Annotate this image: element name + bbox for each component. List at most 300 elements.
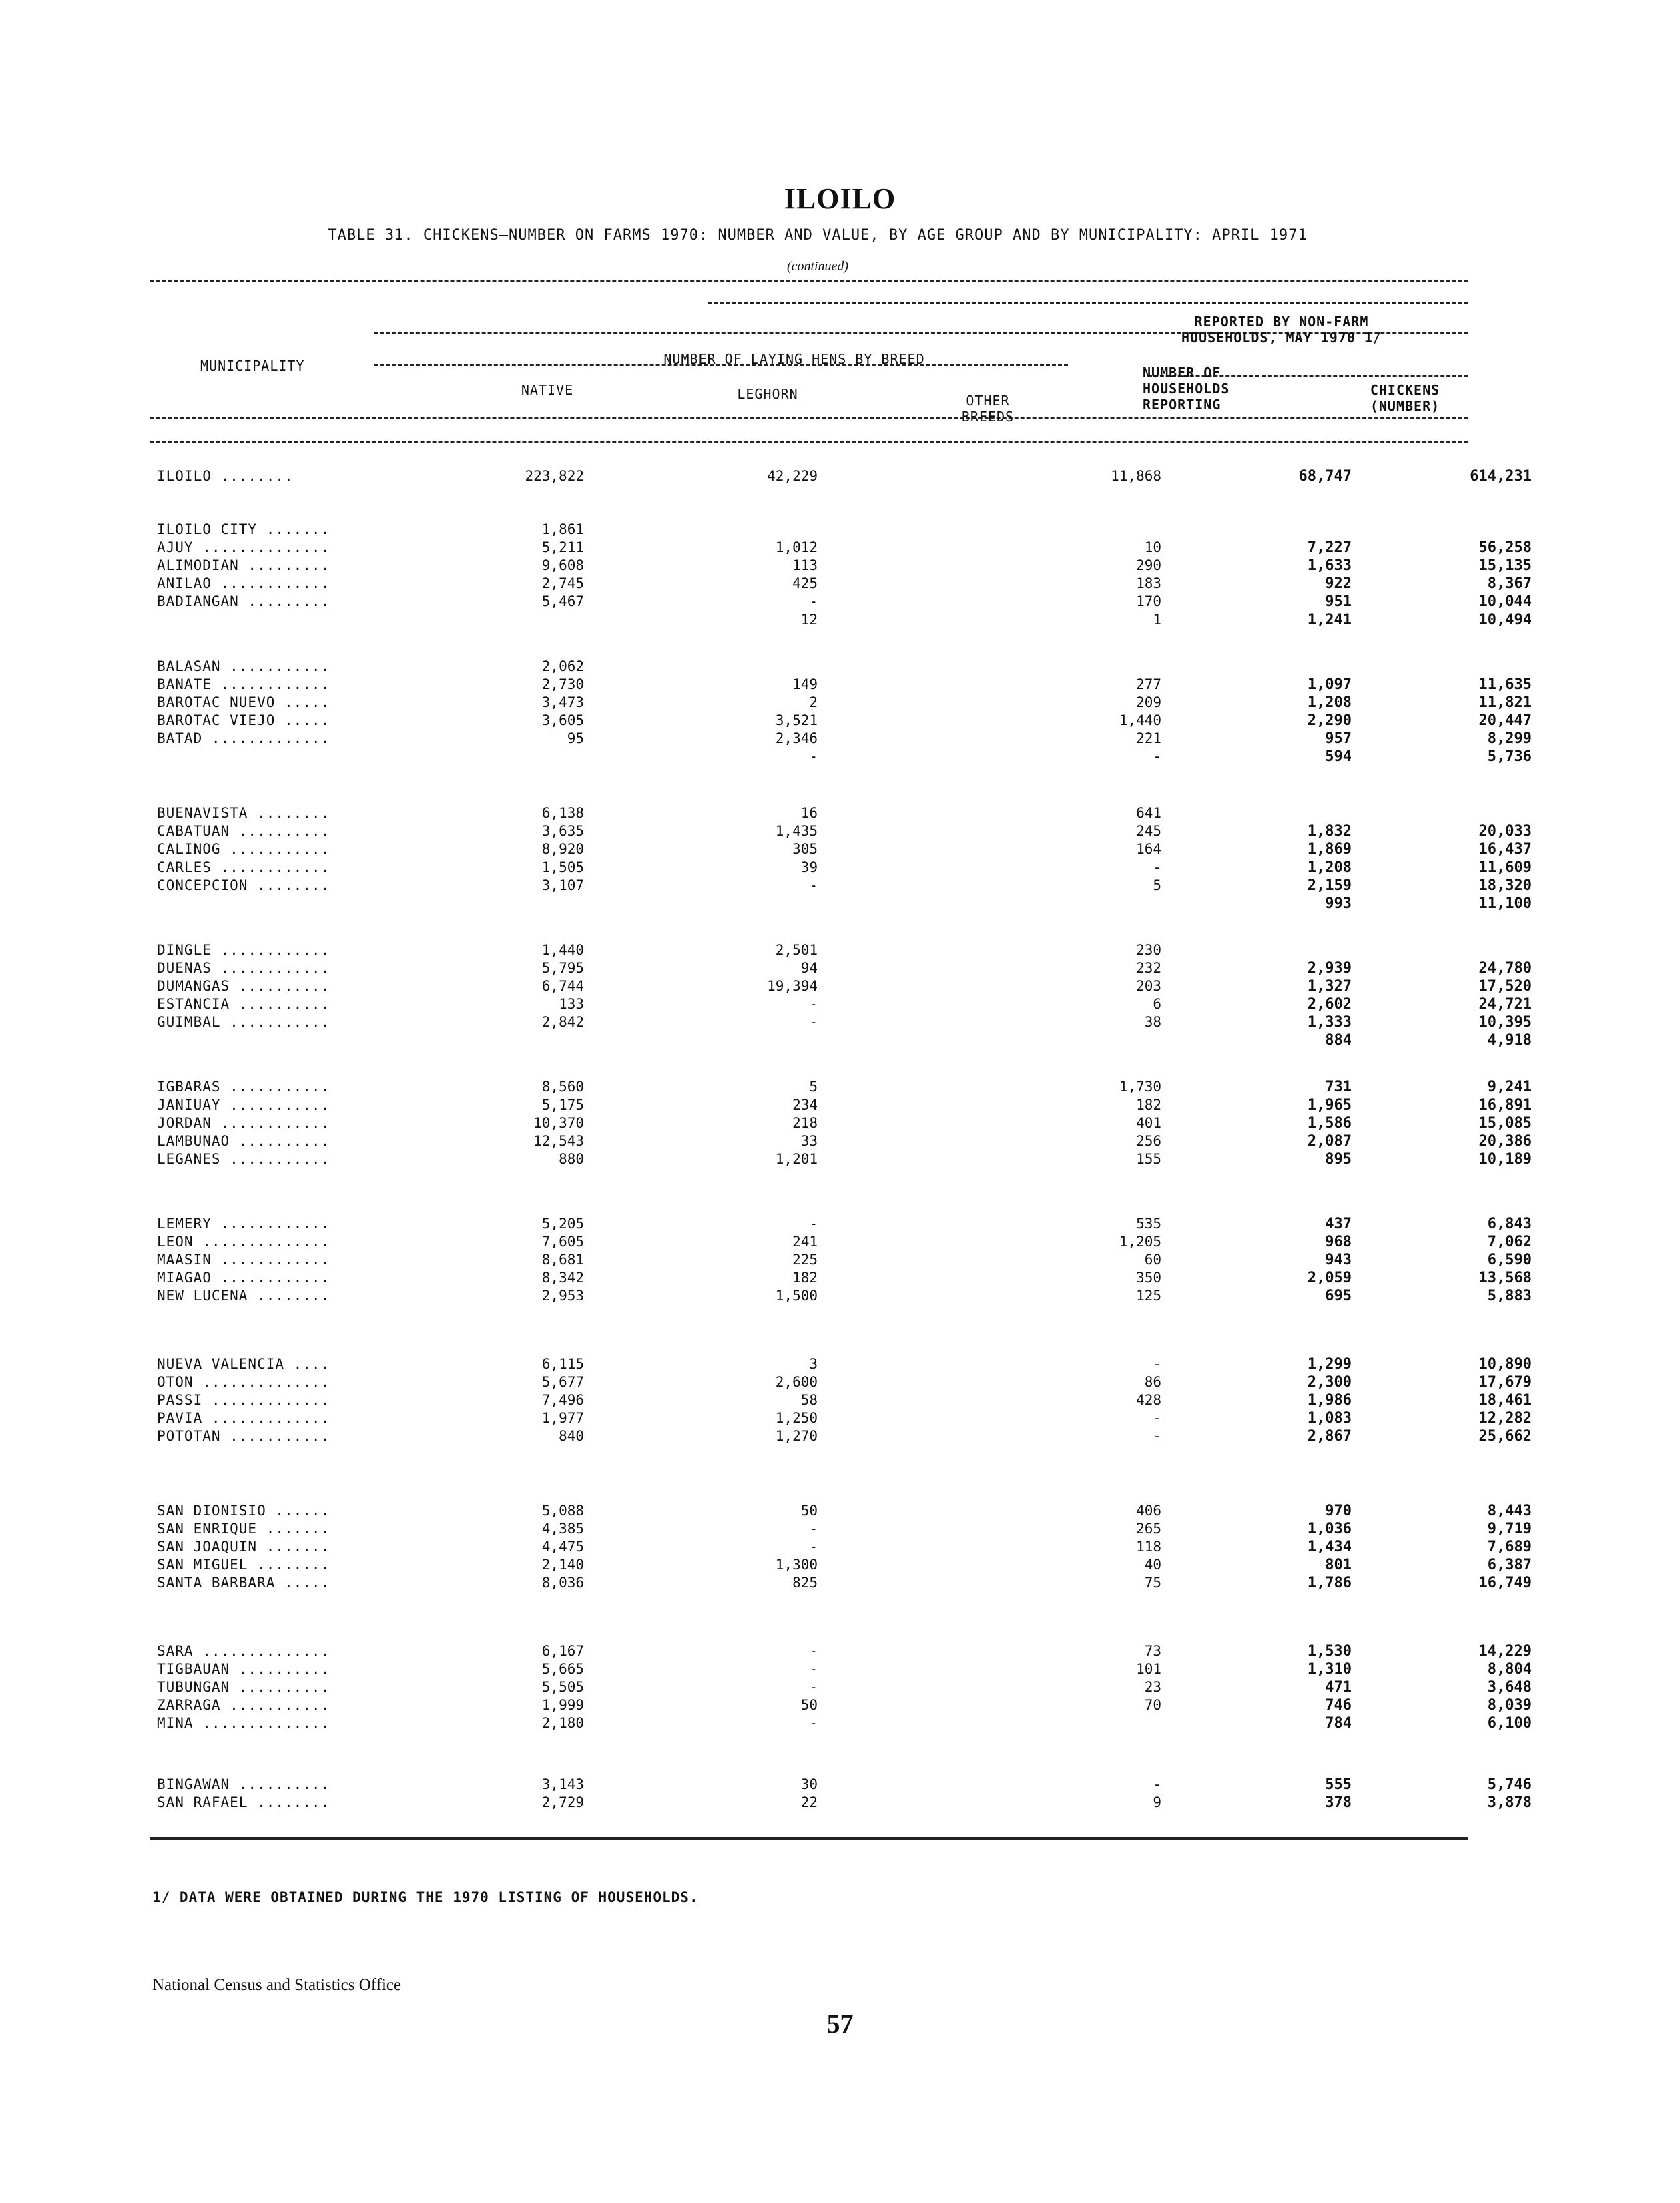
cell-native: 3,473 xyxy=(541,694,584,710)
table-bottom-rule xyxy=(150,1837,1468,1840)
cell-name: AJUY .............. xyxy=(157,539,330,555)
cell-name: SAN JOAQUIN ....... xyxy=(157,1539,330,1555)
cell-native: 5,795 xyxy=(541,960,584,976)
cell-name: PASSI ............. xyxy=(157,1392,330,1408)
cell-chickens: 20,386 xyxy=(1478,1133,1532,1150)
cell-households: 2,159 xyxy=(1307,877,1352,894)
header-rule-upper xyxy=(708,302,1468,304)
cell-households: 1,530 xyxy=(1307,1643,1352,1660)
cell-leghorn: - xyxy=(809,593,818,609)
cell-native: 6,138 xyxy=(541,805,584,821)
cell-name: SAN DIONISIO ...... xyxy=(157,1503,330,1519)
cell-native: 2,745 xyxy=(541,575,584,591)
table-row xyxy=(150,859,1532,877)
cell-native: 6,115 xyxy=(541,1356,584,1372)
cell-households: 1,310 xyxy=(1307,1661,1352,1678)
cell-name: DUENAS ............ xyxy=(157,960,330,976)
cell-other: 101 xyxy=(1136,1661,1161,1677)
cell-native: 1,440 xyxy=(541,942,584,958)
cell-chickens: 16,891 xyxy=(1478,1097,1532,1114)
cell-name: ZARRAGA ........... xyxy=(157,1697,330,1713)
cell-native: 4,385 xyxy=(541,1521,584,1537)
cell-leghorn: - xyxy=(809,1679,818,1695)
cell-leghorn: 39 xyxy=(800,859,818,875)
cell-native: 1,999 xyxy=(541,1697,584,1713)
table-row xyxy=(150,676,1532,694)
cell-households: 1,786 xyxy=(1307,1575,1352,1592)
cell-name: CABATUAN .......... xyxy=(157,823,330,839)
cell-native: 2,140 xyxy=(541,1557,584,1573)
cell-chickens: 10,189 xyxy=(1478,1151,1532,1168)
cell-name: PAVIA ............. xyxy=(157,1410,330,1426)
cell-households: 2,939 xyxy=(1307,960,1352,977)
table-row xyxy=(150,593,1532,611)
cell-native: 5,467 xyxy=(541,593,584,609)
cell-name: SANTA BARBARA ..... xyxy=(157,1575,330,1591)
cell-households: 695 xyxy=(1325,1288,1352,1304)
cell-chickens: 7,062 xyxy=(1487,1234,1532,1250)
cell-chickens: 8,804 xyxy=(1487,1661,1532,1678)
municipality-group xyxy=(150,1502,1532,1592)
cell-households: 1,832 xyxy=(1307,823,1352,840)
cell-households: 884 xyxy=(1325,1032,1352,1049)
table-row xyxy=(150,840,1532,859)
cell-leghorn: 16 xyxy=(800,805,818,821)
cell-other: 38 xyxy=(1144,1014,1161,1030)
cell-leghorn: 94 xyxy=(800,960,818,976)
cell-other: 155 xyxy=(1136,1151,1161,1167)
cell-chickens: 5,883 xyxy=(1487,1288,1532,1304)
cell-native: 3,143 xyxy=(541,1776,584,1792)
cell-households: 1,097 xyxy=(1307,676,1352,693)
table-row xyxy=(150,1502,1532,1520)
cell-households: 746 xyxy=(1325,1697,1352,1714)
cell-leghorn: 225 xyxy=(792,1252,818,1268)
cell-native: 10,370 xyxy=(533,1115,584,1131)
cell-chickens: 8,299 xyxy=(1487,730,1532,747)
cell-chickens: 11,821 xyxy=(1478,694,1532,711)
cell-other: 10 xyxy=(1144,539,1161,555)
table-row xyxy=(150,1794,1532,1812)
cell-households: 801 xyxy=(1325,1557,1352,1573)
table-row xyxy=(150,1269,1532,1287)
cell-chickens: 5,746 xyxy=(1487,1776,1532,1793)
cell-name: ANILAO ............ xyxy=(157,575,330,591)
cell-native: 6,744 xyxy=(541,978,584,994)
table-row xyxy=(150,1355,1532,1373)
table-row xyxy=(150,748,1532,766)
cell-name: CONCEPCION ........ xyxy=(157,877,330,893)
cell-chickens: 10,044 xyxy=(1478,593,1532,610)
cell-other: 73 xyxy=(1144,1643,1161,1659)
table-row xyxy=(150,1391,1532,1409)
cell-name: NEW LUCENA ........ xyxy=(157,1288,330,1304)
cell-chickens: 17,520 xyxy=(1478,978,1532,995)
cell-native: 3,605 xyxy=(541,712,584,728)
cell-households: 2,300 xyxy=(1307,1374,1352,1391)
cell-leghorn: 3,521 xyxy=(775,712,818,728)
cell-name: SARA .............. xyxy=(157,1643,330,1659)
cell-households: 378 xyxy=(1325,1794,1352,1811)
cell-name: BUENAVISTA ........ xyxy=(157,805,330,821)
cell-native: 5,211 xyxy=(541,539,584,555)
table-row xyxy=(150,539,1532,557)
municipality-group xyxy=(150,1078,1532,1168)
cell-leghorn: 2 xyxy=(809,694,818,710)
cell-name: LEON .............. xyxy=(157,1234,330,1250)
cell-chickens: 8,039 xyxy=(1487,1697,1532,1714)
cell-leghorn: 58 xyxy=(800,1392,818,1408)
cell-households: 993 xyxy=(1325,895,1352,912)
table-row xyxy=(150,1215,1532,1233)
cell-households: 594 xyxy=(1325,748,1352,765)
table-row xyxy=(150,804,1468,822)
cell-name: ILOILO CITY ....... xyxy=(157,521,330,537)
cell-chickens: 24,780 xyxy=(1478,960,1532,977)
cell-native: 5,677 xyxy=(541,1374,584,1390)
table-row xyxy=(150,521,1468,539)
cell-native: 133 xyxy=(559,996,584,1012)
cell-native: 1,505 xyxy=(541,859,584,875)
province-title: ILOILO xyxy=(784,182,896,215)
table-row xyxy=(150,575,1532,593)
cell-native: 2,842 xyxy=(541,1014,584,1030)
cell-other: 277 xyxy=(1136,676,1161,692)
cell-other: 232 xyxy=(1136,960,1161,976)
cell-name: JORDAN ............ xyxy=(157,1115,330,1131)
cell-other: 256 xyxy=(1136,1133,1161,1149)
cell-other: 183 xyxy=(1136,575,1161,591)
table-row xyxy=(150,1013,1532,1031)
cell-other: 245 xyxy=(1136,823,1161,839)
cell-households: 1,208 xyxy=(1307,859,1352,876)
cell-name: LAMBUNAO .......... xyxy=(157,1133,330,1149)
cell-native: 3,635 xyxy=(541,823,584,839)
cell-chickens: 11,609 xyxy=(1478,859,1532,876)
footnote: 1/ DATA WERE OBTAINED DURING THE 1970 LISTING OF HOUSEHOLDS. xyxy=(152,1889,699,1905)
cell-other: - xyxy=(1153,1428,1161,1444)
cell-native: 3,107 xyxy=(541,877,584,893)
cell-native: 2,180 xyxy=(541,1715,584,1731)
cell-chickens: 6,590 xyxy=(1487,1252,1532,1268)
cell-chickens: 11,100 xyxy=(1478,895,1532,912)
cell-native: 8,920 xyxy=(541,841,584,857)
cell-chickens: 5,736 xyxy=(1487,748,1532,765)
table-row xyxy=(150,730,1532,748)
cell-name: SAN RAFAEL ........ xyxy=(157,1794,330,1810)
cell-other: 209 xyxy=(1136,694,1161,710)
cell-other: 203 xyxy=(1136,978,1161,994)
cell-chickens: 3,878 xyxy=(1487,1794,1532,1811)
cell-leghorn: 2,346 xyxy=(775,730,818,746)
header-nonfarm-line2: HOUSEHOLDS, MAY 1970 1/ xyxy=(1181,330,1382,346)
cell-native: 7,496 xyxy=(541,1392,584,1408)
cell-chickens: 18,320 xyxy=(1478,877,1532,894)
cell-households: 1,869 xyxy=(1307,841,1352,858)
cell-other: 70 xyxy=(1144,1697,1161,1713)
cell-leghorn: 1,201 xyxy=(775,1151,818,1167)
cell-chickens: 24,721 xyxy=(1478,996,1532,1013)
cell-native: 5,175 xyxy=(541,1097,584,1113)
cell-other: 40 xyxy=(1144,1557,1161,1573)
header-leghorn: LEGHORN xyxy=(737,386,798,402)
cell-other: 1 xyxy=(1153,611,1161,628)
cell-chickens: 13,568 xyxy=(1478,1270,1532,1286)
cell-chickens: 9,241 xyxy=(1487,1079,1532,1095)
cell-other: - xyxy=(1153,1776,1161,1792)
cell-name: ILOILO ........ xyxy=(157,468,294,484)
cell-other: 86 xyxy=(1144,1374,1161,1390)
cell-leghorn: - xyxy=(809,1014,818,1030)
table-row xyxy=(150,611,1532,629)
cell-chickens: 10,395 xyxy=(1478,1014,1532,1031)
cell-native: 12,543 xyxy=(533,1133,584,1149)
cell-chickens: 6,843 xyxy=(1487,1216,1532,1232)
cell-chickens: 614,231 xyxy=(1470,468,1532,485)
header-other-breeds-line1: OTHER xyxy=(966,393,1010,409)
cell-leghorn: 1,300 xyxy=(775,1557,818,1573)
municipality-group xyxy=(150,1776,1532,1812)
municipality-group xyxy=(150,1642,1532,1732)
table-row xyxy=(150,1114,1532,1132)
cell-leghorn: - xyxy=(809,996,818,1012)
cell-name: BAROTAC VIEJO ..... xyxy=(157,712,330,728)
table-row xyxy=(150,1696,1532,1714)
cell-leghorn: 5 xyxy=(809,1079,818,1095)
cell-households: 1,333 xyxy=(1307,1014,1352,1031)
cell-chickens: 18,461 xyxy=(1478,1392,1532,1409)
cell-native: 1,977 xyxy=(541,1410,584,1426)
cell-native: 9,608 xyxy=(541,557,584,573)
table-row xyxy=(150,895,1532,913)
cell-name: NUEVA VALENCIA .... xyxy=(157,1356,330,1372)
cell-leghorn: 2,501 xyxy=(775,942,818,958)
header-households-line2: HOUSEHOLDS xyxy=(1143,381,1230,397)
cell-name: LEGANES ........... xyxy=(157,1151,330,1167)
cell-chickens: 16,437 xyxy=(1478,841,1532,858)
cell-leghorn: 50 xyxy=(800,1503,818,1519)
cell-chickens: 10,494 xyxy=(1478,611,1532,628)
cell-households: 784 xyxy=(1325,1715,1352,1732)
cell-leghorn: 234 xyxy=(792,1097,818,1113)
cell-other: 11,868 xyxy=(1111,468,1161,484)
table-row xyxy=(150,1556,1532,1574)
cell-households: 895 xyxy=(1325,1151,1352,1168)
table-row xyxy=(150,1520,1532,1538)
cell-chickens: 17,679 xyxy=(1478,1374,1532,1391)
cell-name: JANIUAY ........... xyxy=(157,1097,330,1113)
header-other-breeds-line2: BREEDS xyxy=(961,409,1015,425)
cell-leghorn: 30 xyxy=(800,1776,818,1792)
table-row xyxy=(150,694,1532,712)
cell-chickens: 25,662 xyxy=(1478,1428,1532,1445)
table-row xyxy=(150,1660,1532,1678)
cell-name: BAROTAC NUEVO ..... xyxy=(157,694,330,710)
cell-households: 68,747 xyxy=(1298,468,1352,485)
table-row xyxy=(150,1150,1532,1168)
cell-name: MINA .............. xyxy=(157,1715,330,1731)
cell-name: MAASIN ............ xyxy=(157,1252,330,1268)
cell-native: 2,729 xyxy=(541,1794,584,1810)
cell-native: 5,665 xyxy=(541,1661,584,1677)
cell-leghorn: 12 xyxy=(800,611,818,628)
cell-leghorn: 1,250 xyxy=(775,1410,818,1426)
header-bottom-rule xyxy=(150,417,1468,419)
cell-households: 731 xyxy=(1325,1079,1352,1095)
cell-other: 290 xyxy=(1136,557,1161,573)
cell-native: 8,681 xyxy=(541,1252,584,1268)
cell-households: 2,059 xyxy=(1307,1270,1352,1286)
cell-name: IGBARAS ........... xyxy=(157,1079,330,1095)
cell-other: 6 xyxy=(1153,996,1161,1012)
table-row xyxy=(150,1776,1532,1794)
header-laying-hens-group: NUMBER OF LAYING HENS BY BREED xyxy=(663,351,925,367)
table-row xyxy=(150,977,1532,995)
cell-name: POTOTAN ........... xyxy=(157,1428,330,1444)
cell-other: 265 xyxy=(1136,1521,1161,1537)
cell-native: 5,205 xyxy=(541,1216,584,1232)
cell-leghorn: 305 xyxy=(792,841,818,857)
cell-name: OTON .............. xyxy=(157,1374,330,1390)
cell-leghorn: - xyxy=(809,748,818,764)
cell-other: - xyxy=(1153,1410,1161,1426)
table-row xyxy=(150,1373,1532,1391)
table-row xyxy=(150,1251,1532,1269)
cell-chickens: 20,033 xyxy=(1478,823,1532,840)
cell-households: 2,867 xyxy=(1307,1428,1352,1445)
cell-leghorn: 22 xyxy=(800,1794,818,1810)
cell-other: 428 xyxy=(1136,1392,1161,1408)
table-row xyxy=(150,1409,1532,1427)
table-row xyxy=(150,1031,1532,1049)
cell-native: 223,822 xyxy=(525,468,584,484)
cell-other: 230 xyxy=(1136,942,1161,958)
cell-leghorn: 218 xyxy=(792,1115,818,1131)
table-row xyxy=(150,822,1532,840)
cell-name: SAN MIGUEL ........ xyxy=(157,1557,330,1573)
cell-households: 1,986 xyxy=(1307,1392,1352,1409)
cell-chickens: 16,749 xyxy=(1478,1575,1532,1592)
cell-chickens: 20,447 xyxy=(1478,712,1532,729)
header-chickens-line2: (NUMBER) xyxy=(1370,398,1440,414)
cell-chickens: 11,635 xyxy=(1478,676,1532,693)
cell-leghorn: - xyxy=(809,1661,818,1677)
cell-name: BADIANGAN ......... xyxy=(157,593,330,609)
table-row xyxy=(150,941,1468,959)
table-row xyxy=(150,1287,1532,1305)
cell-name: MIAGAO ............ xyxy=(157,1270,330,1286)
cell-households: 943 xyxy=(1325,1252,1352,1268)
cell-native: 880 xyxy=(559,1151,584,1167)
cell-households: 7,227 xyxy=(1307,539,1352,556)
cell-households: 1,241 xyxy=(1307,611,1352,628)
cell-name: TIGBAUAN .......... xyxy=(157,1661,330,1677)
cell-leghorn: 19,394 xyxy=(767,978,818,994)
cell-native: 8,342 xyxy=(541,1270,584,1286)
municipality-group xyxy=(150,467,1532,485)
cell-households: 957 xyxy=(1325,730,1352,747)
header-municipality: MUNICIPALITY xyxy=(200,358,305,374)
cell-other: 1,730 xyxy=(1119,1079,1161,1095)
table-row xyxy=(150,1574,1532,1592)
cell-households: 1,633 xyxy=(1307,557,1352,574)
cell-other: 75 xyxy=(1144,1575,1161,1591)
cell-households: 1,083 xyxy=(1307,1410,1352,1427)
cell-households: 1,965 xyxy=(1307,1097,1352,1114)
cell-name: BALASAN ........... xyxy=(157,658,330,674)
cell-name: TUBUNGAN .......... xyxy=(157,1679,330,1695)
cell-native: 840 xyxy=(559,1428,584,1444)
cell-native: 2,062 xyxy=(541,658,584,674)
cell-leghorn: 50 xyxy=(800,1697,818,1713)
cell-leghorn: 241 xyxy=(792,1234,818,1250)
cell-leghorn: 3 xyxy=(809,1356,818,1372)
table-row xyxy=(150,877,1532,895)
cell-other: 9 xyxy=(1153,1794,1161,1810)
cell-name: DINGLE ............ xyxy=(157,942,330,958)
cell-households: 1,299 xyxy=(1307,1356,1352,1373)
cell-native: 5,505 xyxy=(541,1679,584,1695)
cell-chickens: 10,890 xyxy=(1478,1356,1532,1373)
cell-leghorn: 2,600 xyxy=(775,1374,818,1390)
cell-other: 5 xyxy=(1153,877,1161,893)
cell-native: 95 xyxy=(567,730,584,746)
cell-other: 1,440 xyxy=(1119,712,1161,728)
cell-leghorn: - xyxy=(809,1539,818,1555)
cell-native: 5,088 xyxy=(541,1503,584,1519)
cell-name: ESTANCIA .......... xyxy=(157,996,330,1012)
cell-name: BANATE ............ xyxy=(157,676,330,692)
cell-native: 8,560 xyxy=(541,1079,584,1095)
header-nonfarm-line1: REPORTED BY NON-FARM xyxy=(1194,314,1369,330)
cell-name: BATAD ............. xyxy=(157,730,330,746)
cell-leghorn: 1,435 xyxy=(775,823,818,839)
cell-households: 951 xyxy=(1325,593,1352,610)
continued-note: (continued) xyxy=(786,259,849,274)
header-chickens-line1: CHICKENS xyxy=(1370,382,1440,398)
cell-other: 535 xyxy=(1136,1216,1161,1232)
cell-households: 922 xyxy=(1325,575,1352,592)
cell-native: 8,036 xyxy=(541,1575,584,1591)
cell-native: 2,730 xyxy=(541,676,584,692)
cell-other: 164 xyxy=(1136,841,1161,857)
cell-chickens: 56,258 xyxy=(1478,539,1532,556)
cell-other: 118 xyxy=(1136,1539,1161,1555)
cell-other: 60 xyxy=(1144,1252,1161,1268)
cell-leghorn: 33 xyxy=(800,1133,818,1149)
cell-name: CALINOG ........... xyxy=(157,841,330,857)
cell-leghorn: 1,012 xyxy=(775,539,818,555)
cell-households: 555 xyxy=(1325,1776,1352,1793)
cell-name: ALIMODIAN ......... xyxy=(157,557,330,573)
cell-name: GUIMBAL ........... xyxy=(157,1014,330,1030)
cell-native: 6,167 xyxy=(541,1643,584,1659)
cell-leghorn: 425 xyxy=(792,575,818,591)
table-row xyxy=(150,1078,1532,1096)
municipality-group xyxy=(150,941,1532,1049)
cell-other: 23 xyxy=(1144,1679,1161,1695)
cell-native: 1,861 xyxy=(541,521,584,537)
cell-chickens: 4,918 xyxy=(1487,1032,1532,1049)
cell-leghorn: - xyxy=(809,1643,818,1659)
cell-other: - xyxy=(1153,1356,1161,1372)
header-bottom-rule-2 xyxy=(150,441,1468,443)
table-row xyxy=(150,1427,1532,1445)
page-number: 57 xyxy=(826,2009,854,2039)
cell-other: 182 xyxy=(1136,1097,1161,1113)
cell-households: 2,602 xyxy=(1307,996,1352,1013)
cell-name: BINGAWAN .......... xyxy=(157,1776,330,1792)
